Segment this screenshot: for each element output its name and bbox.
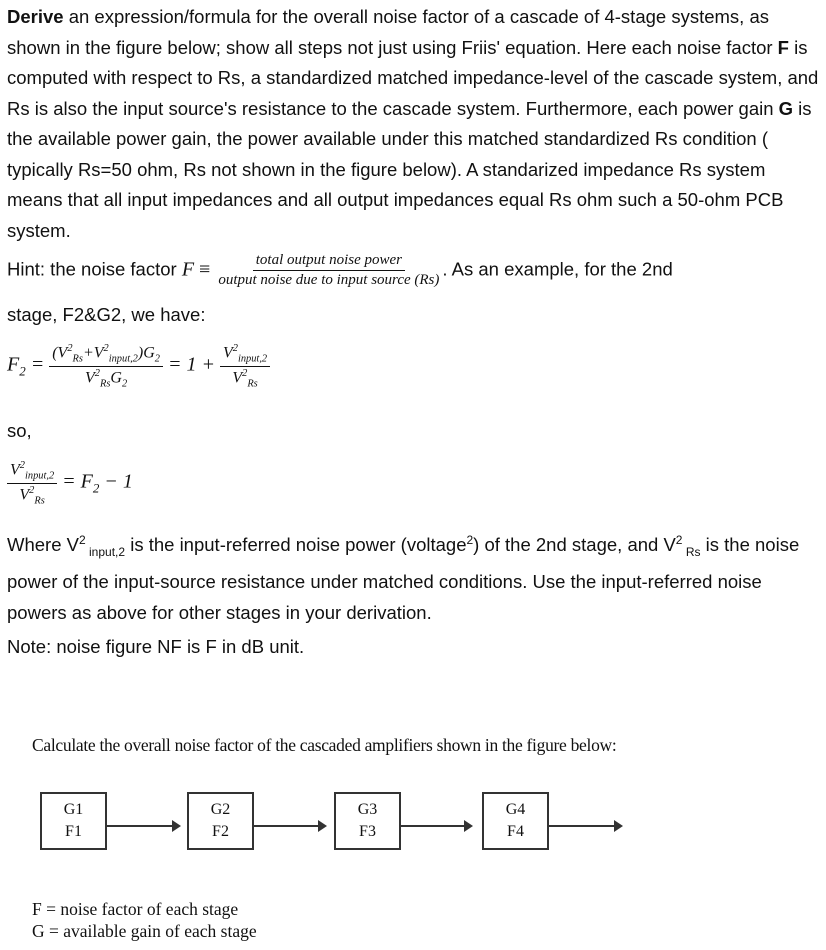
sq: 2 bbox=[103, 343, 109, 354]
w-sup: 2 bbox=[675, 533, 683, 547]
figure-title: Calculate the overall noise factor of the cascaded amplifiers shown in the figure below: bbox=[32, 735, 617, 755]
sq: 2 bbox=[19, 460, 25, 471]
sq: 2 bbox=[29, 484, 35, 496]
hint-line bbox=[7, 252, 673, 289]
n-plus: +V bbox=[82, 344, 104, 362]
stage-1-block bbox=[40, 792, 107, 850]
w1: Where V bbox=[7, 534, 79, 556]
where-paragraph bbox=[7, 525, 822, 628]
so-label: so, bbox=[7, 420, 32, 441]
v: V bbox=[222, 344, 233, 362]
w4: is the noise power of the input-source resistance under matched conditions. Use the input-referred noise powers as above for other stages in your derivation. bbox=[7, 534, 800, 623]
w-sub2: Rs bbox=[682, 544, 701, 559]
equation-ratio bbox=[7, 460, 133, 506]
sub-input2: input,2 bbox=[24, 470, 55, 482]
hint-line-2: stage, F2&G2, we have: bbox=[7, 304, 206, 325]
hint-suffix: . As an example, for the 2nd bbox=[442, 258, 673, 280]
w-sub1: input,2 bbox=[85, 544, 126, 559]
v: V bbox=[10, 461, 20, 479]
sq: 2 bbox=[232, 343, 238, 354]
stage-factor: F2 bbox=[212, 823, 229, 840]
eq-lhs-sub: 2 bbox=[19, 363, 26, 379]
n-a: (V bbox=[52, 344, 68, 362]
eq2-sub: 2 bbox=[92, 480, 100, 496]
eq-lhs: F bbox=[7, 353, 20, 376]
v: V bbox=[232, 368, 243, 386]
eq-sign: = bbox=[25, 353, 50, 376]
eq2-tail: − 1 bbox=[99, 470, 133, 493]
sub-rs: Rs bbox=[72, 353, 83, 365]
legend-g: G = available gain of each stage bbox=[32, 921, 257, 941]
intro-paragraph bbox=[7, 2, 822, 246]
w2: is the input-referred noise power (voltage bbox=[125, 534, 467, 556]
sub-rs: Rs bbox=[100, 378, 111, 390]
intro-text-2: is computed with respect to Rs, a standardized matched impedance-level of the cascade system, and Rs is also the input source's resistance to the cascade system. Furthermore, each power gain bbox=[7, 36, 819, 119]
stage-factor: F4 bbox=[507, 823, 524, 840]
stage-4-block bbox=[482, 792, 549, 850]
stage-gain: G2 bbox=[210, 801, 231, 818]
hint-prefix: Hint: the noise factor bbox=[7, 258, 182, 280]
arrow-icon bbox=[107, 825, 179, 827]
w3: ) of the 2nd stage, and V bbox=[473, 534, 676, 556]
legend-f: F = noise factor of each stage bbox=[32, 899, 239, 919]
fraction-numerator: total output noise power bbox=[253, 252, 405, 271]
fraction-denominator: output noise due to input source (Rs) bbox=[218, 272, 440, 288]
d-g: G bbox=[110, 368, 122, 386]
sq: 2 bbox=[94, 367, 100, 379]
f2-fraction bbox=[49, 343, 163, 389]
stage-factor: F3 bbox=[359, 823, 376, 840]
w-sup: 2 bbox=[78, 533, 86, 547]
stage-gain: G1 bbox=[63, 801, 84, 818]
g-sub: 2 bbox=[154, 353, 160, 365]
bold-g: G bbox=[778, 97, 794, 119]
output-arrow-icon bbox=[549, 825, 621, 827]
w-sup: 2 bbox=[466, 533, 474, 547]
ratio-fraction-2 bbox=[7, 460, 57, 506]
bold-derive: Derive bbox=[7, 6, 64, 27]
sub-input2: input,2 bbox=[237, 353, 268, 365]
note: Note: noise figure NF is F in dB unit. bbox=[7, 636, 305, 657]
g-sub: 2 bbox=[121, 378, 128, 390]
sq: 2 bbox=[242, 367, 248, 379]
sub-rs: Rs bbox=[34, 495, 45, 507]
sq: 2 bbox=[67, 343, 73, 354]
arrow-icon bbox=[254, 825, 325, 827]
equiv: ≡ bbox=[194, 258, 216, 281]
figure-legend bbox=[32, 898, 257, 942]
equation-f2 bbox=[7, 343, 270, 389]
n-b: )G bbox=[137, 344, 155, 362]
eq-mid: = 1 + bbox=[167, 353, 220, 376]
intro-text-1: an expression/formula for the overall noise factor of a cascade of 4-stage systems, as shown in the figure below; show all steps not just using Friis' equation. Here each noise factor bbox=[7, 6, 778, 58]
sub-rs: Rs bbox=[247, 378, 258, 390]
sub-input2: input,2 bbox=[108, 353, 138, 365]
intro-text-3: is the available power gain, the power available under this matched standardized Rs condition ( typically Rs=50 ohm, Rs not shown in the figure below). A standarized impedance Rs system means that all input impedances and all output impedances equal Rs ohm such a 50-ohm PCB system. bbox=[7, 97, 812, 241]
f-symbol: F bbox=[181, 258, 195, 281]
stage-gain: G3 bbox=[357, 801, 378, 818]
stage-3-block bbox=[334, 792, 401, 850]
ratio-fraction bbox=[220, 343, 270, 389]
stage-2-block bbox=[187, 792, 254, 850]
stage-gain: G4 bbox=[505, 801, 526, 818]
d-v: V bbox=[85, 368, 95, 386]
bold-f: F bbox=[777, 36, 789, 58]
arrow-icon bbox=[401, 825, 471, 827]
noise-factor-fraction bbox=[215, 252, 442, 289]
stage-factor: F1 bbox=[65, 823, 82, 840]
eq2-rhs: = F bbox=[57, 470, 93, 493]
v: V bbox=[19, 485, 30, 503]
